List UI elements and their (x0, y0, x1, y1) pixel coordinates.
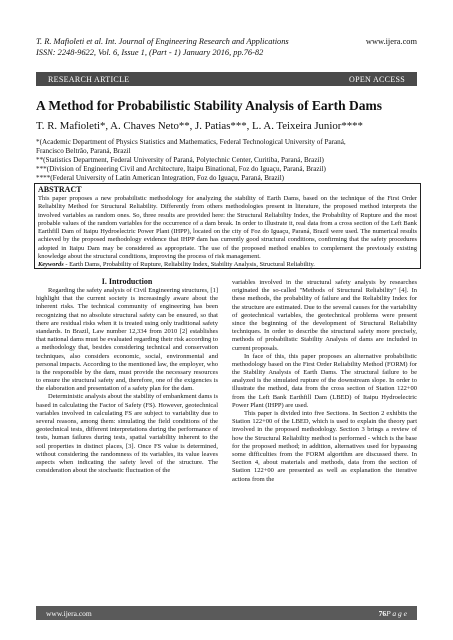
affiliation-line: **(Statistics Department, Federal University of Paraná, Polytechnic Center, Curitiba, Paraná, Brazil) (36, 156, 324, 165)
footer-site-link[interactable]: www.ijera.com (46, 608, 92, 618)
journal-citation: T. R. Mafioleti et al. Int. Journal of Engineering Research and Applications (36, 37, 289, 46)
page-footer (36, 606, 417, 620)
research-article-label: RESEARCH ARTICLE (48, 74, 130, 84)
page-number-label (379, 609, 407, 618)
article-type-banner (36, 72, 417, 86)
body-paragraph: In face of this, this paper proposes an alternative probabilistic methodology based on the First Order Reliability Method (FORM) for the Stability Analysis of Earth Dams. The structural failure to be analyzed is the simulated rupture of the downstream slope. In order to illustrate the method, data from the cross section of Station 122+00 from the Left Bank Earthfill Dam (LBED) of Itaipu Hydroelectric Power Plant (IHPP) are used. (232, 352, 417, 409)
body-paragraph: Regarding the safety analysis of Civil Engineering structures, [1] highlight that the current society is increasingly aware about the inherent risks. The technical community of engineering has been recognizing that no absolute structural safety can be ensured, so that there are residual risks when it is treated using only traditional safety standards. In Brazil, Law number 12,334 from 2010 [2] establishes that national dams must be evaluated regarding their risk according to a methodology that, besides considering technical and conservation techniques, also considers economic, social, environmental and personal impacts. According to the mentioned law, the employer, who is the responsible by the dam, must provide the necessary resources to ensure the structural safety and, therefore, one of the exigencies is the elaboration and presentation of a safety plan for the dam. (36, 287, 218, 393)
abstract-box (34, 183, 421, 269)
right-column (232, 279, 417, 484)
keywords-label: Keywords (38, 261, 64, 268)
journal-site-link[interactable]: www.ijera.com (365, 37, 417, 46)
affiliation-line: ***(Division of Engineering Civil and Architecture, Itaipu Binational, Foz do Iguaçu, Paraná, Brazil) (36, 165, 326, 174)
paper-title: A Method for Probabilistic Stability Analysis of Earth Dams (36, 98, 383, 113)
affiliation-line: ****(Federal University of Latin American Integration, Foz do Iguaçu, Paraná, Brazil) (36, 174, 285, 183)
author-list: T. R. Mafioleti*, A. Chaves Neto**, J. Patias***, L. A. Teixeira Junior**** (36, 120, 363, 132)
affiliations (36, 138, 423, 183)
left-column (36, 276, 218, 475)
body-paragraph: Deterministic analysis about the stability of embankment dams is based in calculating the Factor of Safety (FS). However, geotechnical variables involved in calculating FS are subject to variability due to several reasons, among them: simulating the field conditions of the geotechnical tests, different interpretations during the performance of tests, human failures during tests, spatial variability inherent to the soil properties in distinct places, [3]. Once FS value is determined, without considering the randomness of its variables, its value leaves aspects when indicating the safety level of the structure. The consideration about the stochastic fluctuation of the (36, 393, 218, 475)
affiliation-line: *(Academic Department of Physics Statistics and Mathematics, Federal Technological University of Paraná, (36, 138, 346, 146)
abstract-heading: ABSTRACT (38, 185, 82, 194)
abstract-text: This paper proposes a new probabilistic methodology for analyzing the stability of Earth Dams, based on the technique of the First Order Reliability Method for Structural Reliability. Differently from others methodologies present in literature, the proposed method interprets the involved variables as random ones. So, three results are provided here: the Structural Reliability Index, the Probability of Rupture and the most probable values of the random variables for the occurrence of a dam break. In order to illustrate it, real data from a cross section of the Left Bank Earthfill Dam of Itaipu Hydroelectric Power Plant (IHPP), located on the city of Foz do Iguaçu, Paraná, Brazil were used. The numerical results achieved by the proposed methodology evidence that IHPP dam has currently good structural conditions, confirming that the safety procedures adopted in Itaipu Dam may be considered as appropriate. The use of the proposed method enables to complement the previously existing knowledge about the structural conditions, improving the process of risk management. (38, 195, 417, 260)
body-paragraph: variables involved in the structural safety analysis by researches originated the so-called "Methods of Structural Reliability" [4]. In these methods, the probability of failure and the Reliability Index for the structure are estimated. Due to the several causes for the variability of geotechnical variables, the geotechnical problems were present since the beginning of the development of Structural Reliability techniques. In order to describe the structural safety more precisely, methods of probabilistic Stability Analysis of dams are included in current proposals. (232, 279, 417, 352)
running-header (36, 36, 417, 58)
issn-line: ISSN: 2248-9622, Vol. 6, Issue 1, (Part - 1) January 2016, pp.76-82 (36, 48, 264, 57)
body-paragraph: This paper is divided into five Sections. In Section 2 exhibits the Station 122+00 of the LBED, which is used to explain the theory part involved in the proposed methodology. Section 3 brings a review of how the Structural Reliability method is performed - which is the base for the proposed method; in addition, alternatives used for bypassing some difficulties from the FORM algorithm are discussed there. In Section 4, about materials and methods, data from the section of Station 122+00 are presented as well as explanation the iterative actions from the (232, 410, 417, 483)
open-access-label: OPEN ACCESS (349, 74, 405, 84)
affiliation-line: Francisco Beltrão, Paraná, Brazil (36, 147, 131, 156)
section-heading-introduction: I. Introduction (101, 277, 153, 286)
keywords-text: - Earth Dams, Probability of Rupture, Reliability Index, Stability Analysis, Structural Reliability. (63, 261, 315, 268)
page-number: 76 (378, 608, 387, 618)
keywords-line (38, 261, 417, 269)
page-word: P a g e (386, 608, 407, 618)
